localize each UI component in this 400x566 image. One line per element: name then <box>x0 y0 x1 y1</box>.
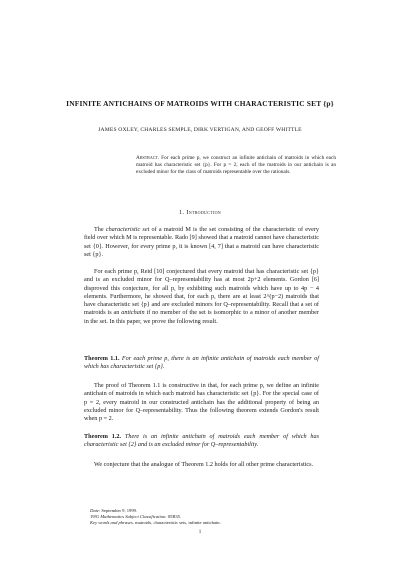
abstract-label: Abstract. <box>136 155 160 161</box>
footnote-date-label: Date <box>90 508 99 513</box>
paragraph-1 <box>84 226 319 259</box>
author-list: JAMES OXLEY, CHARLES SEMPLE, DIRK VERTIGAN, AND GEOFF WHITTLE <box>98 127 302 133</box>
footnote-keywords <box>90 520 320 526</box>
footnote-keywords-text: matroids, characteristic sets, infinite antichain. <box>133 520 221 525</box>
paper-title: INFINITE ANTICHAINS OF MATROIDS WITH CHARACTERISTIC SET {p} <box>66 99 334 108</box>
paragraph-4-text: We conjecture that the analogue of Theorem 1.2 holds for all other prime characteristics. <box>94 461 314 468</box>
paragraph-2 <box>84 268 319 326</box>
abstract-text: For each prime p, we construct an infinite antichain of matroids in which each matroid has characteristic set {p}. For p = 2, each of the matroids in our antichain is an excluded minor for the class of matroids representable over the rationals. <box>136 155 336 175</box>
abstract <box>136 155 336 175</box>
paragraph-1-text-a: The <box>94 226 106 233</box>
footnote-keywords-label: Key words and phrases. <box>90 520 134 525</box>
theorem-1-2-text: There is an infinite antichain of matroids each member of which has characteristic set {2} and is an excluded minor for Q–representability. <box>84 433 319 449</box>
theorem-1-2 <box>84 433 319 450</box>
footnotes <box>90 508 320 526</box>
footnote-msc-year: 1991 <box>90 514 101 519</box>
theorem-1-2-label: Theorem 1.2. <box>84 433 122 440</box>
paragraph-2-text-a: For each prime p, Reid [10] conjectured that every matroid that has characteristic set {p} and is an excluded minor for Q–representability has at most 2p+2 elements. Gordon [6] disproved this conjecture, for all p, by exhibiting such matroids which have up to 4p − 4 elements. Furthermore, he showed that, for each p, there are at least 2^(p−2) matroids that have characteristic set {p} and are excluded minors for Q–representability. Recall that a set of matroids is an <box>84 268 319 317</box>
page-number: 1 <box>198 530 202 535</box>
term-characteristic-set: characteristic set <box>105 226 150 233</box>
paragraph-2-text-b: if no member of the set is isomorphic to a minor of another member in the set. In this paper, we prove the following result. <box>84 309 319 325</box>
footnote-msc-text: 05B35. <box>166 514 182 519</box>
theorem-1-1-label: Theorem 1.1. <box>84 355 120 362</box>
paragraph-3 <box>84 382 319 423</box>
footnote-date-text: : September 9, 1999. <box>98 508 138 513</box>
section-heading: 1. Introduction <box>179 209 221 216</box>
paragraph-4 <box>84 461 319 469</box>
paragraph-1-text-b: of a matroid M is the set consisting of the characteristic of every field over which M is representable. Rado [9] showed that a matroid cannot have characteristic set {0}. However, for every prime p, it is known [4, 7] that a matroid can have characteristic set {p}. <box>84 226 320 258</box>
paragraph-3-text: The proof of Theorem 1.1 is constructive in that, for each prime p, we define an infinite antichain of matroids in which each matroid has characteristic set {p}. For the special case of p = 2, every matroid in our constructed antichain has the additional property of being an excluded minor for Q–representability. Thus the following theorem extends Gordon's result when p = 2. <box>84 382 319 423</box>
theorem-1-1-text: For each prime p, there is an infinite antichain of matroids each member of which has characteristic set {p}. <box>84 355 319 371</box>
term-antichain: antichain <box>121 309 145 317</box>
theorem-1-1 <box>84 355 319 372</box>
footnote-msc-label: Mathematics Subject Classification. <box>100 514 167 519</box>
